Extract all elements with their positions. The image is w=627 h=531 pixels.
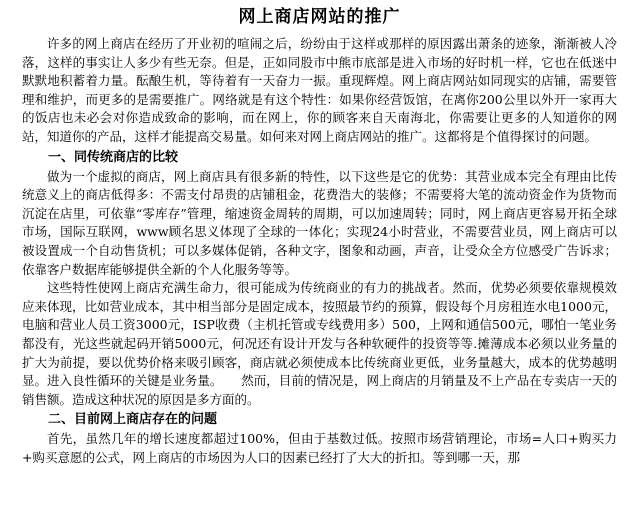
problems-paragraph: 首先，虽然几年的增长速度都超过100%，但由于基数过低。按照市场营销理论，市场=人口+购买力+购买意愿的公式，网上商店的市场因为人口的因素已经打了大大的折扣。等到哪一天，那	[22, 431, 617, 465]
document-title: 网上商店网站的推广	[238, 7, 401, 27]
intro-paragraph: 许多的网上商店在经历了开业初的喧闹之后，纷纷由于这样或那样的原因露出萧条的迹象，渐渐被人冷落，这样的事实让人多少有些无奈。但是，正如同股市中熊市底部是进入市场的好时机一样，它也在低迷中默默地积蓄着力量。酝酿生机，等待着有一天奋力一振。重现辉煌。网上商店网站如同现实的店铺，需要管理和维护，而更多的是需要推广。网络就是有这个特性：如果你经营饭馆，在离你200公里以外开一家再大的饭店也未必会对你造成致命的影响，而在网上，你的顾客来自天南海北，你需要让更多的人知道你的网站，知道你的产品，这样才能提高交易量。如何来对网上商店网站的推广。这都将是个值得探讨的问题。	[22, 36, 617, 144]
section-heading-comparison: 一、同传统商店的比较	[48, 149, 179, 165]
comparison-paragraph-scale: 这些特性使网上商店充满生命力，很可能成为传统商业的有力的挑战者。然而，优势必须要依靠规模效应来体现，比如营业成本，其中相当部分是固定成本，按照最节约的预算，假设每个月房租连水电1000元，电脑和营业人员工资3000元，ISP收费（主机托管或专线费用多）500，上网和通信500元，哪怕一笔业务都没有，光这些就起码开销5000元，何况还有设计开发与各种软硬件的投资等等.摊薄成本必须以业务量的扩大为前提，要以优势价格来吸引顾客，商店就必须使成本比传统商业更低，业务量越大，成本的优势越明显。进入良性循环的关键是业务量。 然而，目前的情况是，网上商店的月销量及不上产品在专卖店一天的销售额。造成这种状况的原因是多方面的。	[22, 280, 617, 407]
comparison-paragraph-advantages: 做为一个虚拟的商店，网上商店具有很多新的特性，以下这些是它的优势：其营业成本完全有理由比传统意义上的商店低得多：不需支付昂贵的店铺租金，花费浩大的装修；不需要将大笔的流动资金作为货物而沉淀在店里，可依靠“零库存”管理，缩速资金周转的周期，可以加速周转；同时，网上商店更容易开拓全球市场，国际互联网，www顾名思义体现了全球的一体化；实现24小时营业，不需要营业员，网上商店可以被设置成一个自动售货机；可以多媒体促销，各种文字，图象和动画，声音，让受众全方位感受广告诉求；依靠客户数据库能够提供全新的个人化服务等等。	[22, 168, 617, 277]
section-heading-problems: 二、目前网上商店存在的问题	[48, 412, 218, 428]
